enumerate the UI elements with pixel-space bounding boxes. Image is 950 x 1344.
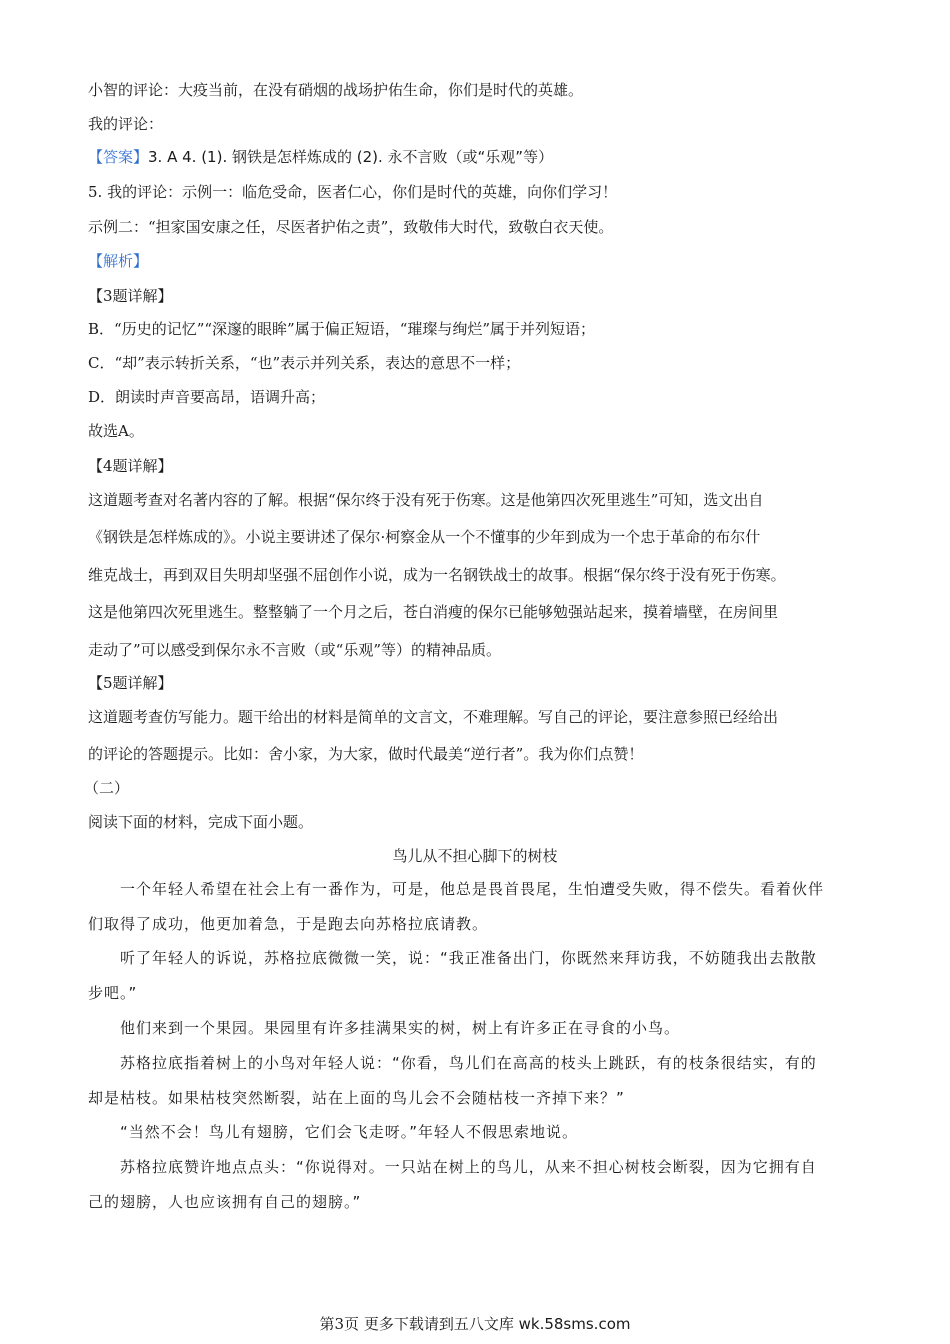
analysis-tag: 【解析】 [88,252,149,270]
q4-paragraph-line: 这是他第四次死里逃生。整整躺了一个月之后，苍白消瘦的保尔已能够勉强站起来，摸着墙壁，在房间里 [88,603,779,621]
passage-line: 步吧。” [88,984,138,1002]
q3-option-c: C．“却”表示转折关系，“也”表示并列关系，表达的意思不一样； [88,354,521,372]
q4-paragraph-line: 这道题考查对名著内容的了解。根据“保尔终于没有死于伤寒。这是他第四次死里逃生”可知，选文出自 [88,491,764,509]
q4-paragraph-line: 走动了”可以感受到保尔永不言败（或“乐观”等）的精神品质。 [88,641,502,659]
reading-instruction: 阅读下面的材料，完成下面小题。 [88,813,314,831]
q4-paragraph-line: 维克战士，再到双目失明却坚强不屈创作小说，成为一名钢铁战士的故事。根据“保尔终于没有死于伤寒。 [88,566,786,584]
passage-line: 一个年轻人希望在社会上有一番作为，可是，他总是畏首畏尾，生怕遭受失败，得不偿失。看着伙伴 [120,880,825,898]
passage-line: 苏格拉底指着树上的小鸟对年轻人说：“你看，鸟儿们在高高的枝头上跳跃，有的枝条很结实，有的 [120,1054,817,1072]
q4-paragraph-line: 《钢铁是怎样炼成的》。小说主要讲述了保尔·柯察金从一个不懂事的少年到成为一个忠于革命的布尔什 [88,528,761,546]
answer-line [88,147,553,167]
passage-line: “当然不会！鸟儿有翅膀，它们会飞走呀。”年轻人不假思索地说。 [120,1123,579,1141]
passage-line: 听了年轻人的诉说，苏格拉底微微一笑，说：“我正准备出门，你既然来拜访我，不妨随我出去散散 [120,949,817,967]
q3-heading: 【3题详解】 [88,287,173,305]
my-comment-label: 我的评论： [88,115,164,133]
section-two-heading: （二） [84,779,130,797]
passage-line: 们取得了成功，他更加着急，于是跑去向苏格拉底请教。 [88,915,489,933]
footer-site-link[interactable]: wk.58sms.com [518,1315,631,1333]
passage-line: 他们来到一个果园。果园里有许多挂满果实的树，树上有许多正在寻食的小鸟。 [120,1019,681,1037]
q5-heading: 【5题详解】 [88,674,173,692]
passage-title: 鸟儿从不担心脚下的树枝 [392,847,558,865]
answer-text: 3. A 4. (1). 钢铁是怎样炼成的 (2). 永不言败（或“乐观”等） [148,148,554,166]
q4-heading: 【4题详解】 [88,457,173,475]
q5-paragraph-line: 的评论的答题提示。比如：舍小家，为大家，做时代最美“逆行者”。我为你们点赞！ [88,745,644,763]
q5-paragraph-line: 这道题考查仿写能力。题干给出的材料是简单的文言文，不难理解。写自己的评论，要注意参照已经给出 [88,708,779,726]
answer-tag: 【答案】 [88,148,149,166]
answer-q5-example-1: 5. 我的评论：示例一：临危受命，医者仁心，你们是时代的英雄，向你们学习！ [88,183,618,201]
passage-line: 己的翅膀，人也应该拥有自己的翅膀。” [88,1193,362,1211]
page-footer [0,1314,950,1334]
passage-line: 苏格拉底赞许地点点头：“你说得对。一只站在树上的鸟儿，从来不担心树枝会断裂，因为它拥有自 [120,1158,817,1176]
passage-line: 却是枯枝。如果枯枝突然断裂，站在上面的鸟儿会不会随枯枝一齐掉下来？” [88,1089,625,1107]
comment-xiaozhi: 小智的评论：大疫当前，在没有硝烟的战场护佑生命，你们是时代的英雄。 [88,81,584,99]
q3-option-b: B．“历史的记忆”“深邃的眼眸”属于偏正短语，“璀璨与绚烂”属于并列短语； [88,320,596,338]
q3-choice: 故选A。 [88,422,144,440]
footer-page-text: 第3页 更多下载请到五八文库 [319,1315,514,1333]
q3-option-d: D．朗读时声音要高昂，语调升高； [88,388,326,406]
answer-q5-example-2: 示例二：“担家国安康之任，尽医者护佑之责”，致敬伟大时代，致敬白衣天使。 [88,218,614,236]
